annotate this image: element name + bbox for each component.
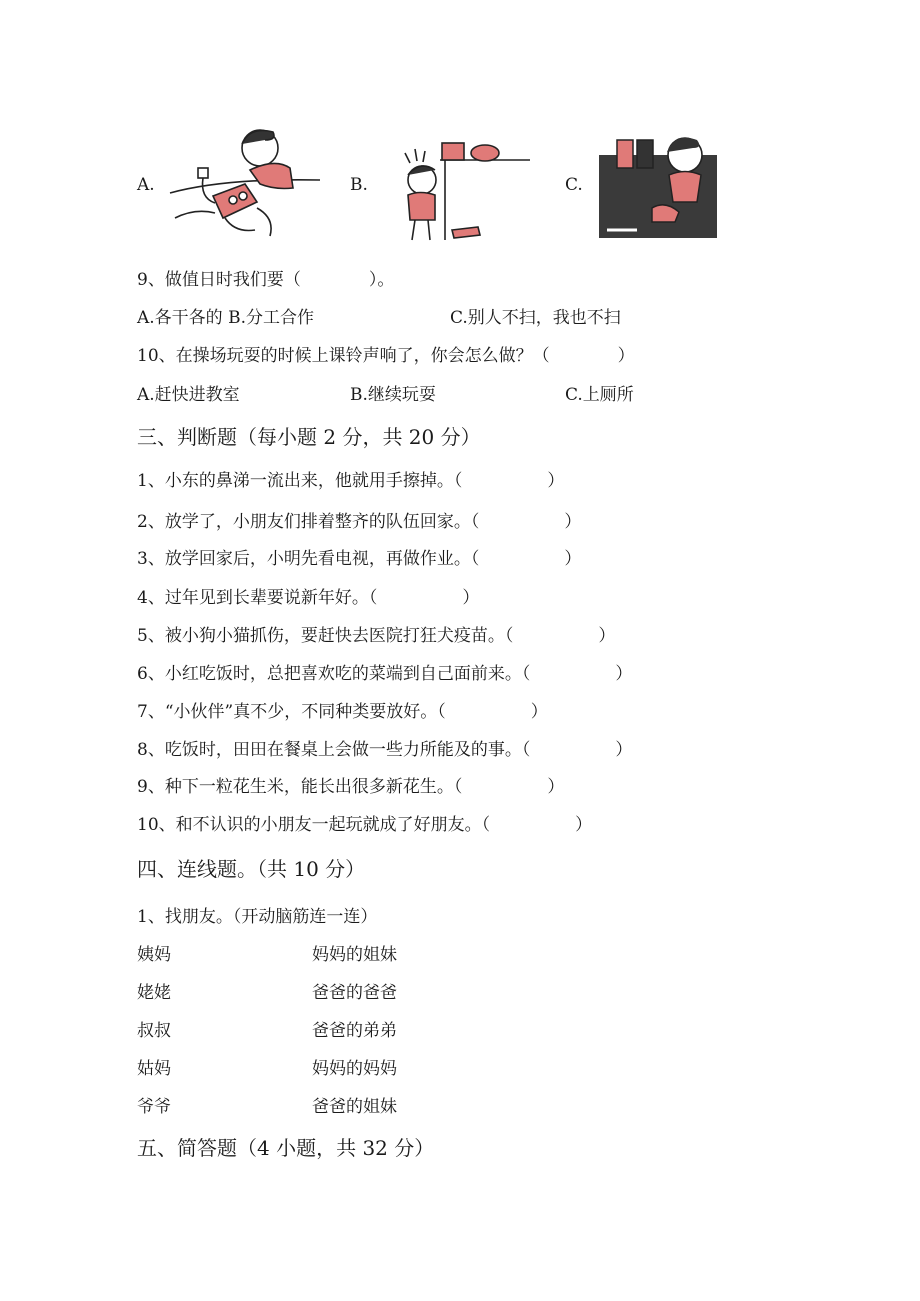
judge-item-9: 9、种下一粒花生米，能长出很多新花生。（ ） bbox=[137, 777, 565, 797]
judge-item-4: 4、过年见到长辈要说新年好。（ ） bbox=[137, 588, 480, 608]
q10-option-b: B.继续玩耍 bbox=[350, 385, 436, 405]
match-right-3: 爸爸的弟弟 bbox=[312, 1021, 397, 1041]
child-playing-socket-illustration bbox=[170, 130, 320, 236]
section-5-title: 五、简答题（4 小题，共 32 分） bbox=[137, 1136, 435, 1160]
child-on-dark-road-illustration bbox=[599, 138, 717, 238]
q10-option-a: A.赶快进教室 bbox=[137, 385, 240, 405]
judge-item-2: 2、放学了，小朋友们排着整齐的队伍回家。（ ） bbox=[137, 512, 582, 532]
matching-question-1: 1、找朋友。（开动脑筋连一连） bbox=[137, 907, 378, 927]
judge-item-5: 5、被小狗小猫抓伤，要赶快去医院打狂犬疫苗。（ ） bbox=[137, 626, 616, 646]
question-10: 10、在操场玩耍的时候上课铃声响了，你会怎么做？（ ） bbox=[137, 346, 635, 366]
match-left-5: 爷爷 bbox=[137, 1097, 171, 1117]
match-left-1: 姨妈 bbox=[137, 945, 171, 965]
judge-item-6: 6、小红吃饭时，总把喜欢吃的菜端到自己面前来。（ ） bbox=[137, 664, 633, 684]
option-c-label: C. bbox=[565, 175, 583, 195]
judge-item-1: 1、小东的鼻涕一流出来，他就用手擦掉。（ ） bbox=[137, 471, 565, 491]
picture-c bbox=[597, 130, 719, 240]
section-3-title: 三、判断题（每小题 2 分，共 20 分） bbox=[137, 425, 481, 449]
option-b-label: B. bbox=[350, 175, 368, 195]
question-9: 9、做值日时我们要（ ）。 bbox=[137, 270, 395, 290]
picture-a bbox=[165, 118, 325, 243]
child-hit-by-falling-kettle-illustration bbox=[405, 143, 530, 240]
match-right-1: 妈妈的姐妹 bbox=[312, 945, 397, 965]
picture-b bbox=[380, 135, 535, 247]
judge-item-10: 10、和不认识的小朋友一起玩就成了好朋友。（ ） bbox=[137, 815, 593, 835]
judge-item-3: 3、放学回家后，小明先看电视，再做作业。（ ） bbox=[137, 549, 582, 569]
option-a-label: A. bbox=[137, 175, 155, 195]
judge-item-7: 7、“小伙伴”真不少，不同种类要放好。（ ） bbox=[137, 702, 548, 722]
q10-option-c: C.上厕所 bbox=[565, 385, 634, 405]
match-right-2: 爸爸的爸爸 bbox=[312, 983, 397, 1003]
match-right-5: 爸爸的姐妹 bbox=[312, 1097, 397, 1117]
section-4-title: 四、连线题。（共 10 分） bbox=[137, 857, 366, 881]
match-left-2: 姥姥 bbox=[137, 983, 171, 1003]
match-left-4: 姑妈 bbox=[137, 1059, 171, 1079]
q9-options-ab: A.各干各的 B.分工合作 bbox=[137, 308, 314, 328]
match-left-3: 叔叔 bbox=[137, 1021, 171, 1041]
q9-option-c: C.别人不扫，我也不扫 bbox=[450, 308, 621, 328]
match-right-4: 妈妈的妈妈 bbox=[312, 1059, 397, 1079]
judge-item-8: 8、吃饭时，田田在餐桌上会做一些力所能及的事。（ ） bbox=[137, 740, 633, 760]
